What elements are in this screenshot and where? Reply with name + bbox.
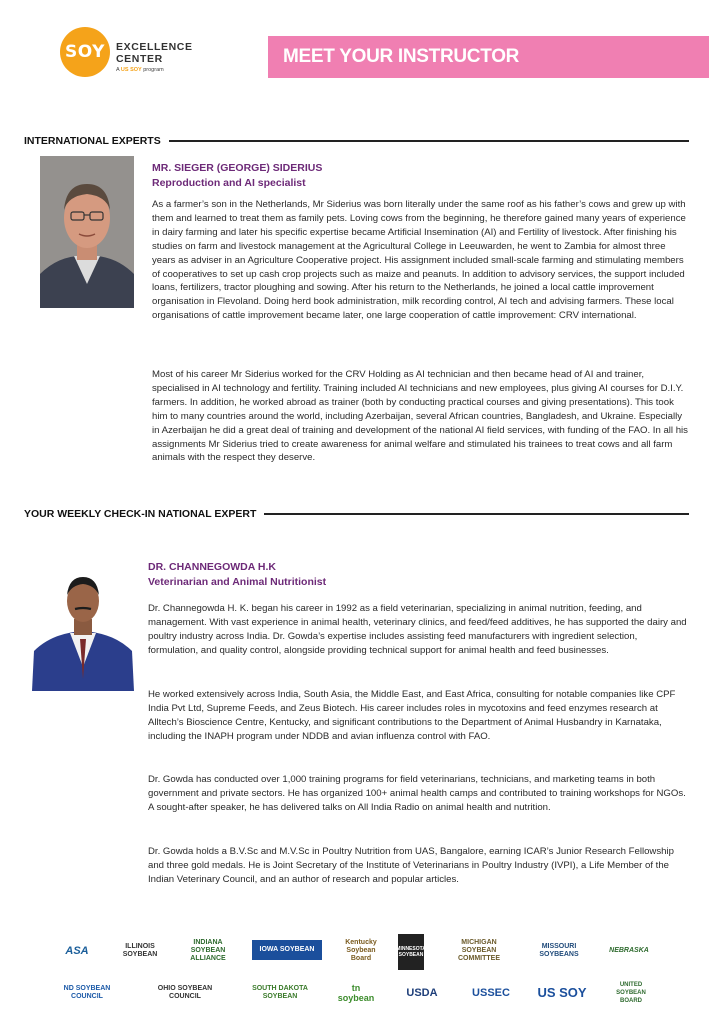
expert1-bio-paragraph-1: As a farmer’s son in the Netherlands, Mr Siderius was born literally under the same roof as his father’s cows and grew up with them and learned to treat them as family pets. Loving cows from the beginning, he therefore gained many years of experience in dairy farming and later his specific expertise became Artificial Insemination (AI) and Fertility of livestock. After finishing his studies on farm and livestock management at the Agricultural College in Leeuwarden, he went to Zambia for almost three years as adviser in an Agriculture Cooperative project. His assignment included small-scale farming and stimulating members of cooperatives to set up cash crop projects such as maize and peanuts. In addition to advisory services, the support included loans, fertilizers, tractor ploughing and sowing. After his return to the Netherlands, he joined a local cattle improvement organisation in Flevoland. Doing herd book administration, milk recording control, AI tech and advising farmers. These local organisations of cattle improvement became later, one large cooperation of cattle improvement: CRV international. (152, 199, 686, 322)
sponsor-logo-ohio: OHIO SOYBEAN COUNCIL (157, 985, 213, 1000)
sponsor-logo-united-soybean-board: UNITED SOYBEAN BOARD (616, 982, 646, 1004)
sponsor-logo-iowa: IOWA SOYBEAN (252, 940, 322, 960)
section-header-international (24, 134, 689, 148)
sponsor-logo-south-dakota: SOUTH DAKOTA SOYBEAN (252, 985, 308, 1000)
sponsor-logo-nebraska: NEBRASKA (609, 947, 649, 954)
expert1-name: MR. SIEGER (GEORGE) SIDERIUS (152, 162, 323, 174)
expert2-bio-paragraph-2: He worked extensively across India, South Asia, the Middle East, and East Africa, consulting for notable companies like CPF India Pvt Ltd, Supreme Feeds, and Zeus Biotech. His career includes roles in mycotoxins and feed enzymes research at Alltech’s Bioscience Centre, Kentucky, and significant contributions to the Department of Animal Husbandry in Karnataka, including the INAPH program under NDDB and avian influenza control with FAO. (148, 689, 676, 742)
sponsor-logo-tennessee: tn soybean (337, 983, 375, 1003)
section-header-national (24, 507, 689, 521)
expert2-bio-paragraph-3: Dr. Gowda has conducted over 1,000 training programs for field veterinarians, technicians, and marketing teams in both government and private sectors. He has organized 100+ animal health camps and contributed to training workshops for NGOs. A sought-after speaker, he has delivered talks on All India Radio on animal health and nutrition. (148, 774, 686, 813)
section-title: INTERNATIONAL EXPERTS (24, 135, 161, 147)
title-banner (268, 36, 709, 78)
sponsor-logo-north-dakota: ND SOYBEAN COUNCIL (63, 985, 111, 1000)
logo-line1: EXCELLENCE (116, 41, 193, 53)
logo-line2: CENTER (116, 53, 163, 65)
section-divider (169, 140, 689, 142)
expert1-role: Reproduction and AI specialist (152, 177, 306, 189)
logo-mark: SOY (60, 27, 110, 77)
expert2-bio-paragraph-1: Dr. Channegowda H. K. began his career in 1992 as a field veterinarian, specializing in animal nutrition, feeding, and management. With vast experience in animal health, veterinary clinics, and feed/feed additives, he has supported the dairy and poultry industry across India. Dr. Gowda’s expertise includes assisting feed manufacturers with ingredient selection, formulation, and quality control, alongside providing technical support for animal health and feed businesses. (148, 603, 687, 656)
soy-excellence-logo (60, 27, 210, 79)
sponsor-logo-us-soy: US SOY (537, 985, 587, 1000)
sponsor-logo-ussec: USSEC (472, 987, 510, 999)
expert2-photo (32, 567, 134, 691)
expert1-bio-paragraph-2: Most of his career Mr Siderius worked for the CRV Holding as AI technician and then became head of AI and trainer, specialised in AI technology and fertility. Training included AI technicians and new employees, plus giving AI courses for D.I.Y. farmers. In addition, he worked abroad as trainer (both by conducting practical courses and giving presentations). This took him to many countries around the world, including Azerbaijan, several African countries, Bangladesh, and Ukraine. Especially in Azerbaijan he did a great deal of training and development of the national AI field services, with funding of the FAO. In all his assignments Mr Siderius tried to create awareness for animal welfare and stimulated his trainees to treat cows and all farm animals with the respect they deserve. (152, 369, 688, 464)
sponsor-logo-usda: USDA (406, 987, 438, 999)
sponsor-logo-kentucky: Kentucky Soybean Board (345, 939, 377, 962)
section-divider (264, 513, 689, 515)
logo-tagline: A US SOY program (116, 67, 164, 73)
sponsor-logo-indiana: INDIANA SOYBEAN ALLIANCE (190, 939, 226, 962)
expert2-name: DR. CHANNEGOWDA H.K (148, 561, 276, 573)
section-title: YOUR WEEKLY CHECK-IN NATIONAL EXPERT (24, 508, 257, 520)
expert2-bio-paragraph-4: Dr. Gowda holds a B.V.Sc and M.V.Sc in Poultry Nutrition from UAS, Bangalore, earning ICAR’s Junior Research Fellowship and three gold medals. He is Joint Secretary of the Institute of Veterinarians in Poultry Industry (IVPI), a Life Member of the Indian Veterinary Council, and an author of research and popular articles. (148, 846, 674, 885)
expert1-photo (40, 156, 134, 308)
sponsor-logo-missouri: MISSOURI SOYBEANS (539, 943, 579, 958)
sponsor-logo-asa: ASA (65, 945, 89, 957)
sponsor-logo-illinois: ILLINOIS SOYBEAN (122, 943, 158, 958)
sponsor-logo-michigan: MICHIGAN SOYBEAN COMMITTEE (458, 939, 500, 962)
sponsor-logo-minnesota: MINNESOTA SOYBEAN (398, 934, 424, 970)
page-title: MEET YOUR INSTRUCTOR (283, 46, 520, 67)
expert2-role: Veterinarian and Animal Nutritionist (148, 576, 327, 588)
